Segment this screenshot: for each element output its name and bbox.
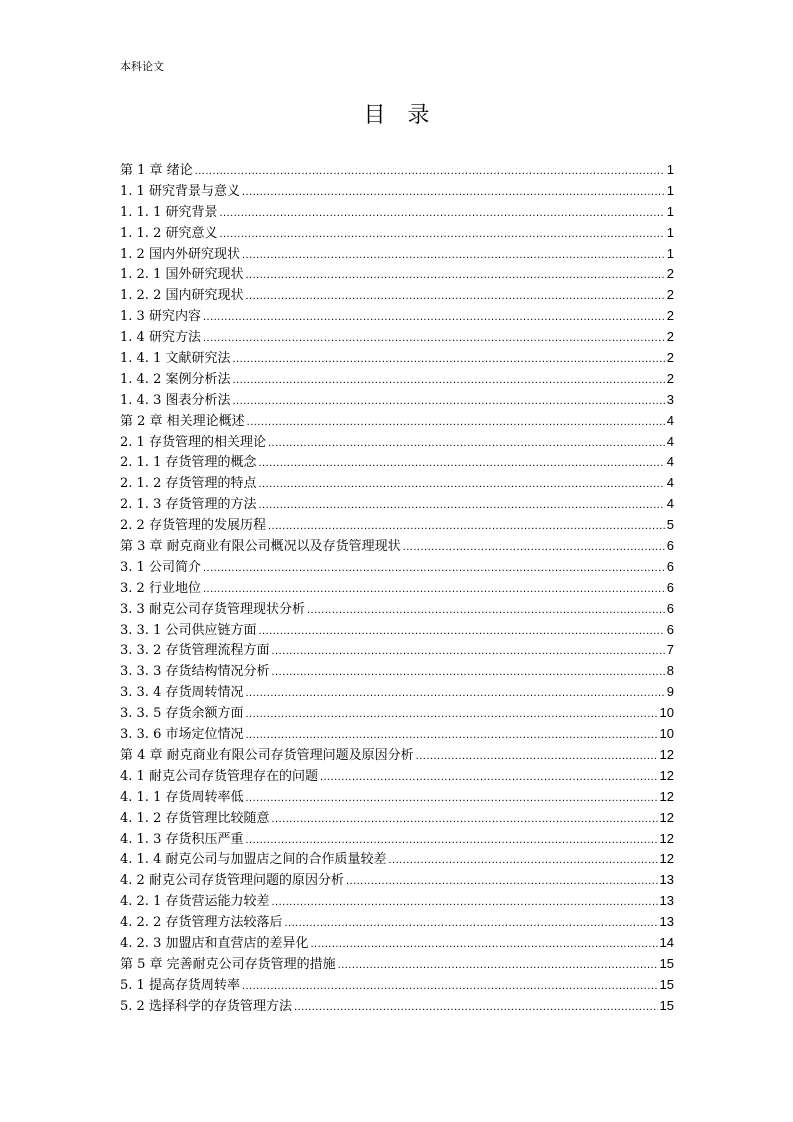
toc-entry-label: 2. 1. 2 存货管理的特点	[120, 476, 257, 492]
toc-entry[interactable]	[120, 285, 674, 306]
toc-entry-page-number: 2	[666, 266, 674, 282]
toc-entry[interactable]	[120, 599, 674, 620]
toc-entry[interactable]	[120, 996, 674, 1017]
toc-entry[interactable]	[120, 912, 674, 933]
toc-entry[interactable]	[120, 390, 674, 411]
toc-entry[interactable]	[120, 975, 674, 996]
toc-entry-label: 1. 2. 1 国外研究现状	[120, 267, 244, 283]
toc-dot-leader	[320, 767, 658, 788]
toc-dot-leader	[284, 913, 657, 934]
toc-entry-label: 4. 1. 1 存货周转率低	[120, 789, 244, 805]
toc-dot-leader	[294, 997, 658, 1018]
toc-entry-label: 第 4 章 耐克商业有限公司存货管理问题及原因分析	[120, 747, 414, 763]
toc-dot-leader	[403, 537, 665, 558]
toc-entry-page-number: 1	[666, 182, 674, 198]
toc-entry-label: 4. 1. 3 存货积压严重	[120, 831, 244, 847]
toc-entry-page-number: 1	[666, 162, 674, 177]
toc-entry[interactable]	[120, 348, 674, 369]
toc-entry-page-number: 9	[666, 684, 674, 700]
toc-entry-label: 3. 3. 6 市场定位情况	[120, 727, 244, 743]
toc-entry-label: 3. 3. 5 存货余额方面	[120, 706, 244, 722]
toc-entry[interactable]	[120, 515, 674, 536]
toc-title: 目录	[363, 103, 452, 128]
toc-entry-page-number: 6	[666, 538, 674, 554]
toc-entry-label: 第 3 章 耐克商业有限公司概况以及存货管理现状	[120, 539, 401, 555]
toc-dot-leader	[195, 161, 665, 182]
toc-entry-label: 2. 1. 3 存货管理的方法	[120, 497, 257, 513]
toc-dot-leader	[245, 830, 657, 851]
toc-entry-page-number: 3	[666, 391, 674, 407]
toc-entry[interactable]	[120, 703, 674, 724]
toc-entry[interactable]	[120, 682, 674, 703]
toc-entry-page-number: 2	[666, 329, 674, 345]
toc-dot-leader	[245, 286, 664, 307]
toc-dot-leader	[219, 203, 664, 224]
toc-dot-leader	[416, 746, 658, 767]
toc-entry-page-number: 6	[666, 600, 674, 616]
toc-entry[interactable]	[120, 264, 674, 285]
toc-entry[interactable]	[120, 640, 674, 661]
toc-entry-label: 3. 1 公司简介	[120, 559, 201, 575]
toc-entry-page-number: 13	[659, 872, 674, 888]
toc-entry-label: 第 5 章 完善耐克公司存货管理的措施	[120, 956, 336, 972]
toc-entry-page-number: 12	[659, 851, 674, 867]
toc-entry-label: 1. 4. 3 图表分析法	[120, 392, 231, 408]
toc-entry-page-number: 1	[666, 203, 674, 219]
toc-entry-label: 1. 1. 2 研究意义	[120, 225, 218, 241]
toc-entry[interactable]	[120, 473, 674, 494]
toc-entry-label: 4. 1. 4 耐克公司与加盟店之间的合作质量较差	[120, 852, 387, 868]
toc-entry-page-number: 5	[666, 517, 674, 533]
toc-entry-page-number: 15	[659, 955, 674, 971]
toc-entry-label: 3. 2 行业地位	[120, 580, 201, 596]
toc-entry-page-number: 6	[666, 621, 674, 637]
toc-entry[interactable]	[120, 787, 674, 808]
toc-entry-label: 3. 3 耐克公司存货管理现状分析	[120, 601, 305, 617]
toc-entry-label: 4. 2. 3 加盟店和直营店的差异化	[120, 935, 309, 951]
toc-entry[interactable]	[120, 829, 674, 850]
toc-entry-label: 5. 2 选择科学的存货管理方法	[120, 998, 292, 1014]
toc-dot-leader	[245, 683, 664, 704]
toc-entry-page-number: 2	[666, 370, 674, 386]
toc-entry-page-number: 2	[666, 308, 674, 324]
toc-entry-page-number: 15	[659, 976, 674, 992]
toc-entry-page-number: 4	[666, 412, 674, 428]
toc-dot-leader	[242, 182, 665, 203]
running-head: 本科论文	[120, 60, 164, 73]
toc-entry-label: 1. 4. 1 文献研究法	[120, 351, 231, 367]
toc-entry-page-number: 6	[666, 579, 674, 595]
toc-dot-leader	[219, 224, 664, 245]
toc-entry-page-number: 2	[666, 287, 674, 303]
toc-dot-leader	[258, 495, 664, 516]
toc-entry[interactable]	[120, 452, 674, 473]
toc-entry[interactable]	[120, 369, 674, 390]
toc-dot-leader	[242, 976, 658, 997]
toc-entry-label: 2. 2 存货管理的发展历程	[120, 518, 266, 534]
toc-entry-label: 1. 2 国内外研究现状	[120, 246, 240, 262]
toc-dot-leader	[271, 809, 657, 830]
toc-dot-leader	[268, 516, 665, 537]
toc-dot-leader	[271, 662, 664, 683]
toc-entry-page-number: 10	[659, 726, 674, 742]
toc-entry[interactable]	[120, 327, 674, 348]
toc-entry[interactable]	[120, 808, 674, 829]
toc-entry-label: 4. 2 耐克公司存货管理问题的原因分析	[120, 873, 344, 889]
toc-entry-label: 1. 3 研究内容	[120, 309, 201, 325]
toc-entry-page-number: 4	[666, 433, 674, 449]
toc-entry-page-number: 12	[659, 746, 674, 762]
toc-entry[interactable]	[120, 494, 674, 515]
toc-entry-page-number: 13	[659, 914, 674, 930]
toc-entry-page-number: 1	[666, 224, 674, 240]
toc-entry[interactable]	[120, 244, 674, 265]
toc-entry-label: 3. 3. 3 存货结构情况分析	[120, 664, 270, 680]
toc-entry-page-number: 4	[666, 496, 674, 512]
toc-entry[interactable]	[120, 306, 674, 327]
toc-dot-leader	[245, 788, 657, 809]
toc-entry-label: 1. 4. 2 案例分析法	[120, 371, 231, 387]
toc-entry-page-number: 4	[666, 475, 674, 491]
toc-entry-page-number: 8	[666, 663, 674, 679]
toc-entry-page-number: 12	[659, 767, 674, 783]
toc-entry[interactable]	[120, 933, 674, 954]
toc-entry-page-number: 12	[659, 830, 674, 846]
toc-entry[interactable]	[120, 745, 674, 766]
toc-dot-leader	[232, 391, 664, 412]
toc-entry-label: 5. 1 提高存货周转率	[120, 977, 240, 993]
toc-dot-leader	[245, 265, 664, 286]
toc-entry-label: 1. 1 研究背景与意义	[120, 183, 240, 199]
toc-dot-leader	[271, 892, 657, 913]
toc-entry[interactable]	[120, 432, 674, 453]
toc-entry[interactable]	[120, 891, 674, 912]
toc-entry-page-number: 13	[659, 893, 674, 909]
toc-entry-page-number: 15	[659, 997, 674, 1013]
toc-dot-leader	[242, 245, 665, 266]
toc-dot-leader	[258, 621, 664, 642]
toc-dot-leader	[258, 453, 664, 474]
toc-entry[interactable]	[120, 954, 674, 975]
toc-entry[interactable]	[120, 181, 674, 202]
toc-dot-leader	[271, 641, 664, 662]
toc-entry[interactable]	[120, 620, 674, 641]
toc-entry[interactable]	[120, 661, 674, 682]
toc-entry[interactable]	[120, 849, 674, 870]
toc-dot-leader	[258, 474, 664, 495]
toc-entry-page-number: 10	[659, 705, 674, 721]
toc-dot-leader	[388, 850, 657, 871]
toc-dot-leader	[268, 433, 665, 454]
toc-entry-label: 4. 1 耐克公司存货管理存在的问题	[120, 768, 318, 784]
toc-entry-page-number: 2	[666, 350, 674, 366]
toc-entry-label: 2. 1 存货管理的相关理论	[120, 434, 266, 450]
toc-entry-label: 第 1 章 绪论	[120, 163, 193, 178]
toc-entry-label: 4. 2. 2 存货管理方法较落后	[120, 915, 283, 931]
toc-dot-leader	[203, 579, 665, 600]
toc-entry-label: 3. 3. 4 存货周转情况	[120, 685, 244, 701]
toc-dot-leader	[245, 704, 657, 725]
toc-entry-label: 4. 2. 1 存货营运能力较差	[120, 894, 270, 910]
toc-entry-label: 3. 3. 2 存货管理流程方面	[120, 643, 270, 659]
toc-dot-leader	[310, 934, 657, 955]
toc-dot-leader	[203, 328, 665, 349]
toc-dot-leader	[346, 871, 658, 892]
toc-entry-label: 3. 3. 1 公司供应链方面	[120, 622, 257, 638]
toc-entry[interactable]	[120, 766, 674, 787]
toc-entry-label: 1. 2. 2 国内研究现状	[120, 288, 244, 304]
toc-entry[interactable]	[120, 223, 674, 244]
toc-entry-page-number: 6	[666, 558, 674, 574]
toc-entry-label: 1. 1. 1 研究背景	[120, 204, 218, 220]
toc-dot-leader	[307, 600, 665, 621]
toc-dot-leader	[203, 558, 665, 579]
toc-entry[interactable]	[120, 578, 674, 599]
toc-entry-label: 2. 1. 1 存货管理的概念	[120, 455, 257, 471]
toc-entry-label: 第 2 章 相关理论概述	[120, 413, 245, 429]
toc-entry[interactable]	[120, 202, 674, 223]
toc-entry-page-number: 7	[666, 642, 674, 658]
toc-entry[interactable]	[120, 160, 674, 181]
toc-entry-page-number: 14	[659, 934, 674, 950]
toc-dot-leader	[203, 307, 665, 328]
toc-dot-leader	[245, 725, 657, 746]
toc-entry[interactable]	[120, 724, 674, 745]
toc-entry-page-number: 12	[659, 788, 674, 804]
toc-entry[interactable]	[120, 536, 674, 557]
toc-entry-label: 4. 1. 2 存货管理比较随意	[120, 810, 270, 826]
table-of-contents	[120, 160, 674, 1017]
toc-dot-leader	[232, 370, 664, 391]
toc-dot-leader	[338, 955, 658, 976]
toc-entry-page-number: 1	[666, 245, 674, 261]
toc-dot-leader	[232, 349, 664, 370]
toc-entry[interactable]	[120, 411, 674, 432]
toc-entry-page-number: 12	[659, 809, 674, 825]
toc-dot-leader	[247, 412, 665, 433]
toc-entry[interactable]	[120, 557, 674, 578]
toc-entry-label: 1. 4 研究方法	[120, 330, 201, 346]
toc-entry[interactable]	[120, 870, 674, 891]
toc-entry-page-number: 4	[666, 454, 674, 470]
